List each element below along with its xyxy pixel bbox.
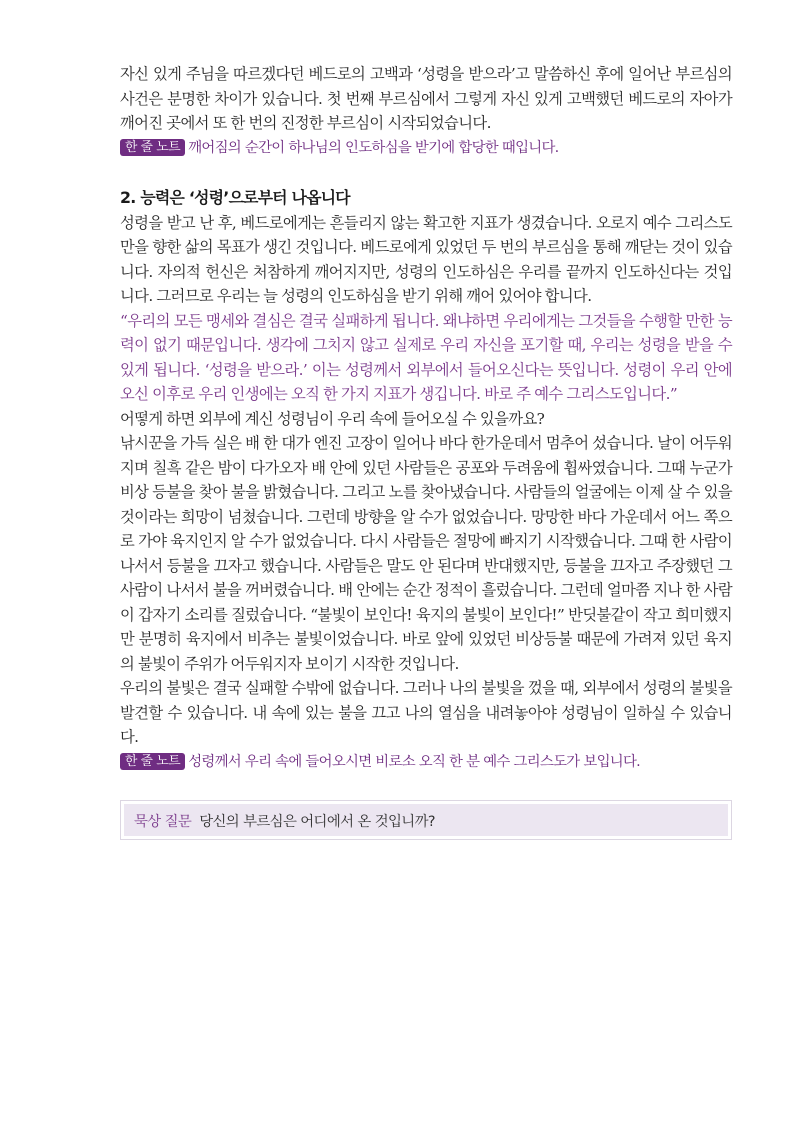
page-content <box>120 62 732 840</box>
meditation-question: 당신의 부르심은 어디에서 온 것입니까? <box>199 813 435 830</box>
section-heading: 2. 능력은 ‘성령’으로부터 나옵니다 <box>120 188 350 207</box>
meditation-box <box>120 800 732 840</box>
meditation-inner <box>124 804 728 836</box>
section-paragraph-1: 성령을 받고 난 후, 베드로에게는 흔들리지 않는 확고한 지표가 생겼습니다. 오로지 예수 그리스도만을 향한 삶의 목표가 생긴 것입니다. 베드로에게 있었던 두 번의 부르심을 통해 깨닫는 것이 있습니다. 자의적 헌신은 처참하게 깨어지지만, 성령의 인도하심은 우리를 끝까지 인도하신다는 것입니다. 그러므로 우리는 늘 성령의 인도하심을 받기 위해 깨어 있어야 합니다. <box>120 213 732 305</box>
question-line: 어떻게 하면 외부에 계신 성령님이 우리 속에 들어오실 수 있을까요? <box>120 409 545 428</box>
section-paragraph-3: 우리의 불빛은 결국 실패할 수밖에 없습니다. 그러나 나의 불빛을 껐을 때, 외부에서 성령의 불빛을 발견할 수 있습니다. 내 속에 있는 불을 끄고 나의 열심을 내려놓아야 성령님이 일하실 수 있습니다. <box>120 679 732 746</box>
story-paragraph: 낚시꾼을 가득 실은 배 한 대가 엔진 고장이 일어나 바다 한가운데서 멈추어 섰습니다. 날이 어두워지며 칠흑 같은 밤이 다가오자 배 안에 있던 사람들은 공포와 두려움에 휩싸였습니다. 그때 누군가 비상 등불을 찾아 불을 밝혔습니다. 그리고 노를 찾아냈습니다. 사람들의 얼굴에는 이제 살 수 있을 것이라는 희망이 넘쳤습니다. 그런데 방향을 알 수가 없었습니다. 망망한 바다 가운데서 어느 쪽으로 가야 육지인지 알 수가 없었습니다. 다시 사람들은 절망에 빠지기 시작했습니다. 그때 한 사람이 나서서 등불을 끄자고 했습니다. 사람들은 말도 안 된다며 반대했지만, 등불을 끄자고 주장했던 그 사람이 나서서 불을 꺼버렸습니다. 배 안에는 순간 정적이 흘렀습니다. 그런데 얼마쯤 지나 한 사람이 갑자기 소리를 질렀습니다. “불빛이 보인다! 육지의 불빛이 보인다!” 반딧불같이 작고 희미했지만 분명히 육지에서 비추는 불빛이었습니다. 바로 앞에 있었던 비상등불 때문에 가려져 있던 육지의 불빛이 주위가 어두워지자 보이기 시작한 것입니다. <box>120 434 732 673</box>
note-badge: 한 줄 노트 <box>120 753 185 770</box>
section-one-line-note <box>120 750 732 775</box>
meditation-label: 묵상 질문 <box>134 813 192 830</box>
note-badge: 한 줄 노트 <box>120 139 185 156</box>
note-text: 깨어짐의 순간이 하나님의 인도하심을 받기에 합당한 때입니다. <box>188 139 559 156</box>
note-text: 성령께서 우리 속에 들어오시면 비로소 오직 한 분 예수 그리스도가 보입니다. <box>188 753 641 770</box>
quote-paragraph: “우리의 모든 맹세와 결심은 결국 실패하게 됩니다. 왜냐하면 우리에게는 그것들을 수행할 만한 능력이 없기 때문입니다. 생각에 그치지 않고 실제로 우리 자신을 포기할 때, 우리는 성령을 받을 수 있게 됩니다. ‘성령을 받으라.’ 이는 성령께서 외부에서 들어오신다는 뜻입니다. 성령이 우리 안에 오신 이후로 우리 인생에는 오직 한 가지 지표가 생깁니다. 바로 주 예수 그리스도입니다.” <box>120 311 732 403</box>
intro-one-line-note <box>120 136 732 161</box>
intro-paragraph: 자신 있게 주님을 따르겠다던 베드로의 고백과 ‘성령을 받으라’고 말씀하신 후에 일어난 부르심의 사건은 분명한 차이가 있습니다. 첫 번째 부르심에서 그렇게 자신 있게 고백했던 베드로의 자아가 깨어진 곳에서 또 한 번의 진정한 부르심이 시작되었습니다. <box>120 65 732 132</box>
